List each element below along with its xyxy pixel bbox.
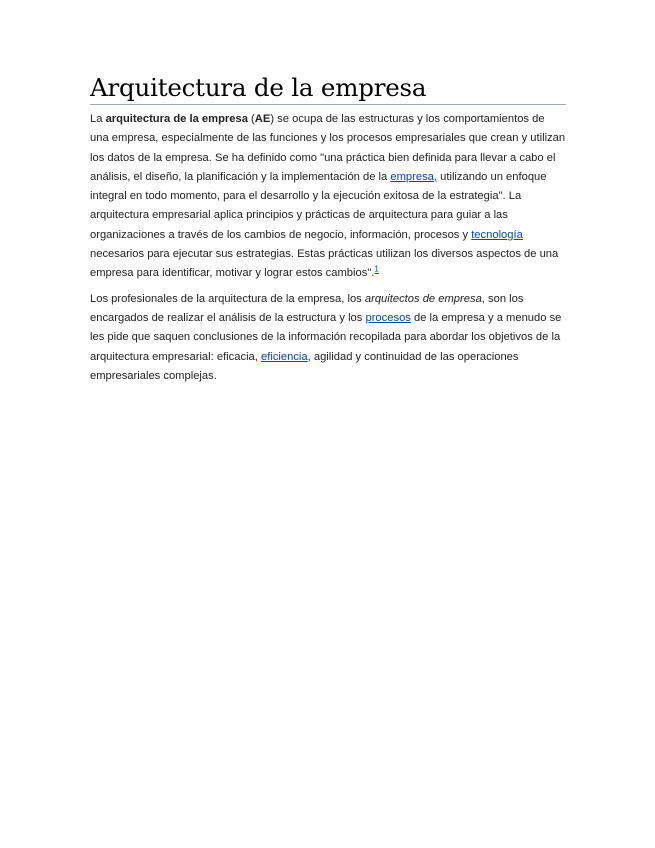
text-run: ) se ocupa de las estructuras y los comportamientos de una empresa, especialmente de las funciones y los procesos empresariales que crean y utilizan los datos de la empresa. Se ha definido como "una práctica bien definida para llevar a cabo el análisis, el diseño, la planificación y la implementación de la bbox=[90, 113, 566, 183]
italic-term: arquitectos de empresa bbox=[364, 292, 482, 305]
text-run: La bbox=[90, 113, 106, 125]
bold-abbreviation: AE bbox=[254, 113, 271, 125]
text-run: utilizando un enfoque integral en todo momento, para el desarrollo y la ejecución exitosa de la estrategia". La arquitectura empresarial aplica principios y prácticas de arquitectura para guiar a las organizaciones a través de los cambios de negocio, información, procesos y bbox=[90, 170, 547, 241]
text-run: , son los encargados de realizar el análisis de la estructura y los bbox=[90, 292, 524, 324]
link-eficiencia[interactable]: eficiencia bbox=[261, 350, 308, 363]
reference-1[interactable]: 1 bbox=[374, 264, 379, 274]
text-run: ( bbox=[247, 113, 255, 125]
text-run: , agilidad y continuidad de las operaciones empresariales complejas. bbox=[90, 350, 519, 382]
bold-term: arquitectura de la empresa bbox=[105, 113, 248, 125]
paragraph-professionals bbox=[90, 290, 566, 386]
article bbox=[90, 72, 566, 386]
text-run: necesarios para ejecutar sus estrategias. Estas prácticas utilizan los diversos aspectos de una empresa para identificar, motivar y lograr estos cambios". bbox=[90, 248, 559, 280]
paragraph-intro bbox=[90, 110, 566, 284]
link-empresa[interactable]: empresa, bbox=[390, 170, 438, 183]
link-procesos[interactable]: procesos bbox=[365, 311, 411, 324]
page-title: Arquitectura de la empresa bbox=[90, 72, 566, 105]
text-run: Los profesionales de la arquitectura de la empresa, los bbox=[90, 292, 365, 305]
text-run: de la empresa y a menudo se les pide que saquen conclusiones de la información recopilada para abordar los objetivos de la arquitectura empresarial: eficacia, bbox=[90, 311, 562, 363]
link-tecnologia[interactable]: tecnología bbox=[471, 228, 523, 241]
